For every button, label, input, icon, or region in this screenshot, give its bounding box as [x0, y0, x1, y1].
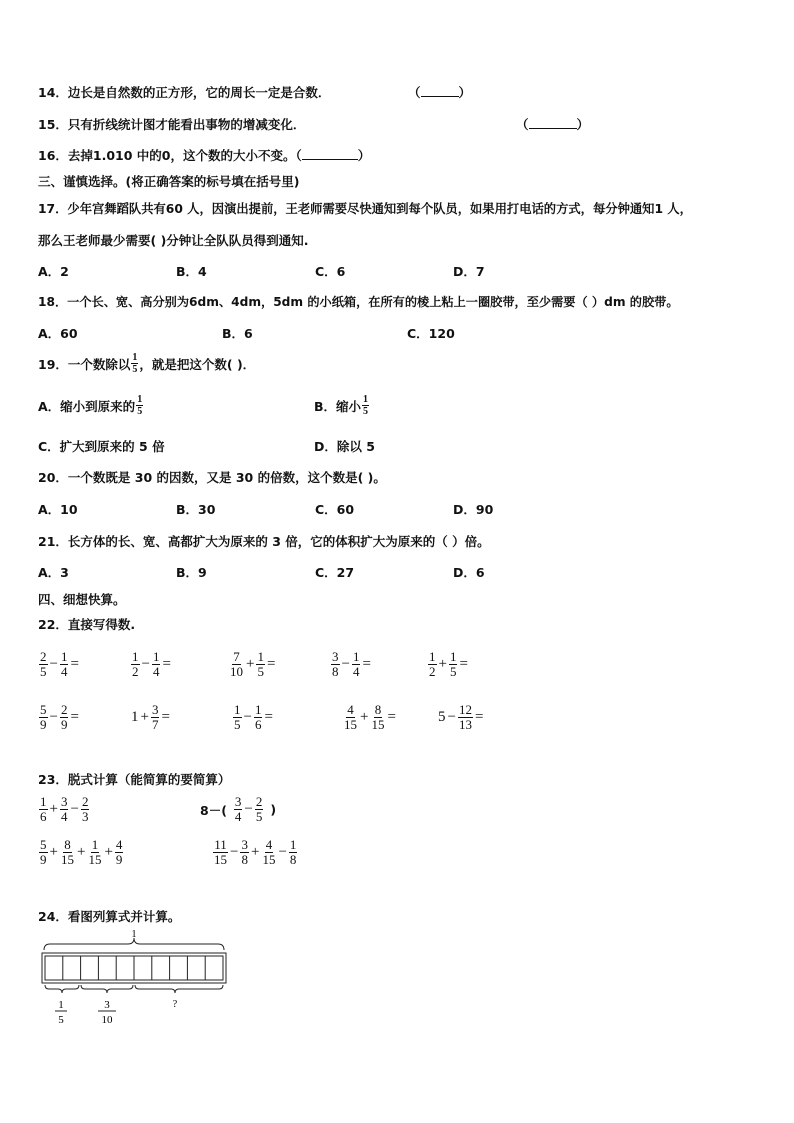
denominator: 6 [254, 717, 262, 732]
bar-dividers [63, 956, 205, 980]
fraction [60, 650, 69, 679]
segment-1-brace [45, 985, 79, 993]
calc-expression-4 [212, 838, 298, 867]
operator: − [141, 656, 150, 672]
question-17-line2: 那么王老师最少需要( )分钟让全队队员得到通知. [38, 233, 309, 248]
segment-1-num: 1 [58, 999, 64, 1011]
numerator: 1 [60, 649, 68, 664]
expression-suffix: ) [270, 802, 277, 817]
operator: + [246, 656, 255, 672]
fraction [131, 650, 140, 679]
segment-3-brace [135, 985, 223, 993]
operator: − [49, 656, 58, 672]
fraction [87, 838, 102, 867]
option-21-c[interactable]: C．27 [315, 565, 355, 580]
numerator: 5 [40, 837, 47, 852]
question-23-title: 23．脱式计算（能简算的要简算） [38, 772, 231, 787]
option-18-a[interactable]: A．60 [38, 326, 78, 341]
option-20-d[interactable]: D．90 [453, 502, 494, 517]
fraction [255, 795, 264, 824]
option-21-b[interactable]: B．9 [176, 565, 207, 580]
denominator: 15 [371, 717, 385, 732]
operator: + [360, 709, 369, 725]
calc-expression-1 [38, 795, 90, 824]
mental-math-item [330, 650, 372, 679]
fraction [343, 703, 358, 732]
denominator: 7 [151, 717, 159, 732]
operator: = [474, 709, 484, 725]
numerator: 1 [91, 837, 99, 852]
answer-blank[interactable] [529, 128, 577, 129]
option-17-b[interactable]: B．4 [176, 264, 207, 279]
denominator: 8 [289, 852, 297, 867]
numerator: 3 [241, 837, 248, 852]
operator: + [140, 709, 149, 725]
fraction [39, 795, 48, 824]
fraction [289, 838, 298, 867]
fraction [458, 703, 473, 732]
question-14 [38, 83, 330, 101]
denominator: 5 [234, 717, 241, 732]
denominator: 4 [60, 809, 68, 824]
question-16-text: 16．去掉1.010 中的0，这个数的大小不变。（ [38, 148, 302, 163]
numerator: 1 [254, 702, 262, 717]
numerator: 4 [347, 702, 354, 717]
fraction [60, 838, 75, 867]
operator: = [459, 656, 468, 672]
operator: = [162, 656, 171, 672]
denominator: 2 [429, 664, 436, 679]
numerator: 1 [449, 649, 457, 664]
denominator: 15 [214, 852, 227, 867]
fraction [152, 650, 161, 679]
numerator: 1 [352, 649, 360, 664]
numerator: 5 [40, 702, 47, 717]
option-18-c[interactable]: C．120 [407, 326, 455, 341]
expression-prefix: 8－( [200, 802, 227, 818]
operator: − [341, 656, 350, 672]
question-24-title: 24．看图列算式并计算。 [38, 909, 181, 924]
option-17-c[interactable]: C．6 [315, 264, 346, 279]
numerator: 7 [233, 649, 240, 664]
operator: + [438, 656, 447, 672]
fraction [39, 703, 48, 732]
question-17-line1: 17．少年宫舞蹈队共有60 人，因演出提前，王老师需要尽快通知到每个队员，如果用打电话的方式，每分钟通知1 人， [38, 202, 692, 216]
denominator: 15 [60, 852, 74, 867]
fraction [352, 650, 361, 679]
mental-math-item [38, 650, 80, 679]
fraction [60, 795, 69, 824]
question-14-text: 14．边长是自然数的正方形，它的周长一定是合数． [38, 85, 331, 100]
question-21: 21．长方体的长、宽、高都扩大为原来的 3 倍，它的体积扩大为原来的（ ）倍。 [38, 534, 490, 549]
numerator: 12 [458, 702, 472, 717]
mental-math-item [228, 650, 276, 679]
section-3-heading: 三、谨慎选择。(将正确答案的标号填在括号里) [38, 174, 300, 189]
operator: − [70, 801, 79, 817]
option-17-d[interactable]: D．7 [453, 264, 485, 279]
numerator: 8 [374, 702, 382, 717]
option-18-b[interactable]: B．6 [222, 326, 253, 341]
denominator: 8 [241, 852, 248, 867]
denominator: 4 [352, 664, 360, 679]
calc-expression-3 [38, 838, 124, 867]
question-15-text: 15．只有折线统计图才能看出事物的增减变化． [38, 117, 306, 132]
mental-math-item [130, 650, 172, 679]
denominator: 9 [40, 717, 47, 732]
total-label: 1 [131, 929, 137, 940]
mental-math-item [38, 703, 80, 732]
denominator: 3 [81, 809, 89, 824]
fraction [370, 703, 385, 732]
numerator: 8 [64, 837, 71, 852]
answer-blank[interactable] [302, 159, 358, 160]
question-19: 19．一个数除以 $\frac{1}{5}$ ，就是把这个数( )． [38, 352, 256, 375]
mental-math-item [437, 703, 484, 732]
fraction [254, 703, 263, 732]
question-18: 18．一个长、宽、高分别为6dm、4dm，5dm 的小纸箱，在所有的棱上粘上一圈胶带，至少需要（ ）dm 的胶带。 [38, 295, 679, 309]
denominator: 5 [40, 664, 47, 679]
operator: + [49, 844, 58, 860]
segment-2-brace [81, 985, 133, 993]
fraction [115, 838, 124, 867]
option-20-b[interactable]: B．30 [176, 502, 216, 517]
question-15 [38, 115, 305, 133]
option-21-a[interactable]: A．3 [38, 565, 69, 580]
operator: = [264, 709, 273, 725]
denominator: 15 [88, 852, 102, 867]
fraction [234, 795, 243, 824]
fraction [428, 650, 437, 679]
fraction: $\frac{1}{5}$ [363, 394, 369, 417]
operator: − [447, 709, 456, 725]
numerator: 1 [152, 649, 160, 664]
denominator: 4 [60, 664, 68, 679]
numerator: 4 [115, 837, 123, 852]
numerator: 2 [255, 794, 263, 809]
operator: = [70, 709, 79, 725]
operator: = [70, 656, 79, 672]
operator: + [104, 844, 113, 860]
fraction [331, 650, 340, 679]
fraction: $\frac{1}{5}$ [137, 394, 143, 417]
denominator: 15 [262, 852, 276, 867]
fraction [39, 838, 48, 867]
option-17-a[interactable]: A．2 [38, 264, 69, 279]
fraction [151, 703, 160, 732]
question-20: 20．一个数既是 30 的因数，又是 30 的倍数，这个数是( )。 [38, 470, 386, 485]
fraction [256, 650, 265, 679]
fraction [229, 650, 244, 679]
segment-2-den: 10 [101, 1014, 113, 1026]
operator: − [49, 709, 58, 725]
numerator: 3 [332, 649, 339, 664]
segment-2-num: 3 [104, 999, 110, 1011]
operator: = [387, 709, 396, 725]
denominator: 5 [255, 809, 263, 824]
numerator: 4 [265, 837, 273, 852]
denominator: 6 [40, 809, 47, 824]
option-19-a[interactable]: A．缩小到原来的 $\frac{1}{5}$ [38, 394, 143, 417]
mental-math-item [232, 703, 274, 732]
option-19-c[interactable]: C．扩大到原来的 5 倍 [38, 439, 165, 454]
denominator: 9 [60, 717, 68, 732]
numerator: 2 [81, 794, 89, 809]
numerator: 1 [289, 837, 297, 852]
option-21-d[interactable]: D．6 [453, 565, 485, 580]
denominator: 15 [344, 717, 357, 732]
operator: + [49, 801, 58, 817]
unknown-label: ? [172, 999, 178, 1010]
numerator: 3 [151, 702, 159, 717]
operator: + [250, 844, 260, 860]
answer-paren-15[interactable]: （ ） [516, 117, 590, 132]
fraction [261, 838, 276, 867]
denominator: 9 [40, 852, 47, 867]
operator: = [362, 656, 371, 672]
calc-expression-2 [200, 795, 276, 824]
operator: = [161, 709, 170, 725]
fraction [60, 703, 69, 732]
integer-term: 5 [438, 709, 446, 725]
denominator: 2 [132, 664, 139, 679]
question-22-title: 22．直接写得数. [38, 617, 136, 632]
numerator: 1 [40, 794, 47, 809]
option-19-d[interactable]: D．除以 5 [314, 439, 375, 454]
option-19-b[interactable]: B．缩小 $\frac{1}{5}$ [314, 394, 369, 417]
denominator: 4 [234, 809, 242, 824]
numerator: 2 [40, 649, 47, 664]
mental-math-item [342, 703, 397, 732]
answer-blank[interactable] [421, 96, 459, 97]
fraction [213, 838, 228, 867]
denominator: 5 [449, 664, 457, 679]
numerator: 1 [132, 649, 139, 664]
operator: − [243, 709, 252, 725]
operator: = [266, 656, 276, 672]
section-4-heading: 四、细想快算。 [38, 592, 126, 607]
operator: − [244, 801, 253, 817]
fraction [233, 703, 242, 732]
fraction: $\frac{1}{5}$ [132, 352, 138, 375]
numerator: 1 [257, 649, 264, 664]
fraction [449, 650, 458, 679]
numerator: 1 [429, 649, 436, 664]
denominator: 5 [257, 664, 264, 679]
denominator: 10 [230, 664, 243, 679]
denominator: 13 [458, 717, 472, 732]
denominator: 9 [115, 852, 123, 867]
segment-diagram [36, 928, 236, 1032]
mental-math-item [130, 703, 171, 732]
answer-paren-14[interactable]: （ ） [408, 85, 472, 100]
fraction [39, 650, 48, 679]
operator: − [230, 844, 239, 860]
question-16: 16．去掉1.010 中的0，这个数的大小不变。（ ） [38, 148, 371, 163]
operator: − [278, 844, 287, 860]
numerator: 3 [60, 794, 68, 809]
denominator: 4 [152, 664, 160, 679]
operator: + [76, 844, 86, 860]
integer-term: 1 [131, 709, 139, 725]
segment-1-den: 5 [58, 1014, 64, 1026]
fraction [81, 795, 90, 824]
option-20-c[interactable]: C．60 [315, 502, 355, 517]
fraction [240, 838, 249, 867]
option-20-a[interactable]: A．10 [38, 502, 78, 517]
numerator: 2 [60, 702, 68, 717]
numerator: 3 [234, 794, 242, 809]
mental-math-item [427, 650, 469, 679]
numerator: 1 [234, 702, 241, 717]
denominator: 8 [332, 664, 339, 679]
numerator: 11 [214, 837, 227, 852]
